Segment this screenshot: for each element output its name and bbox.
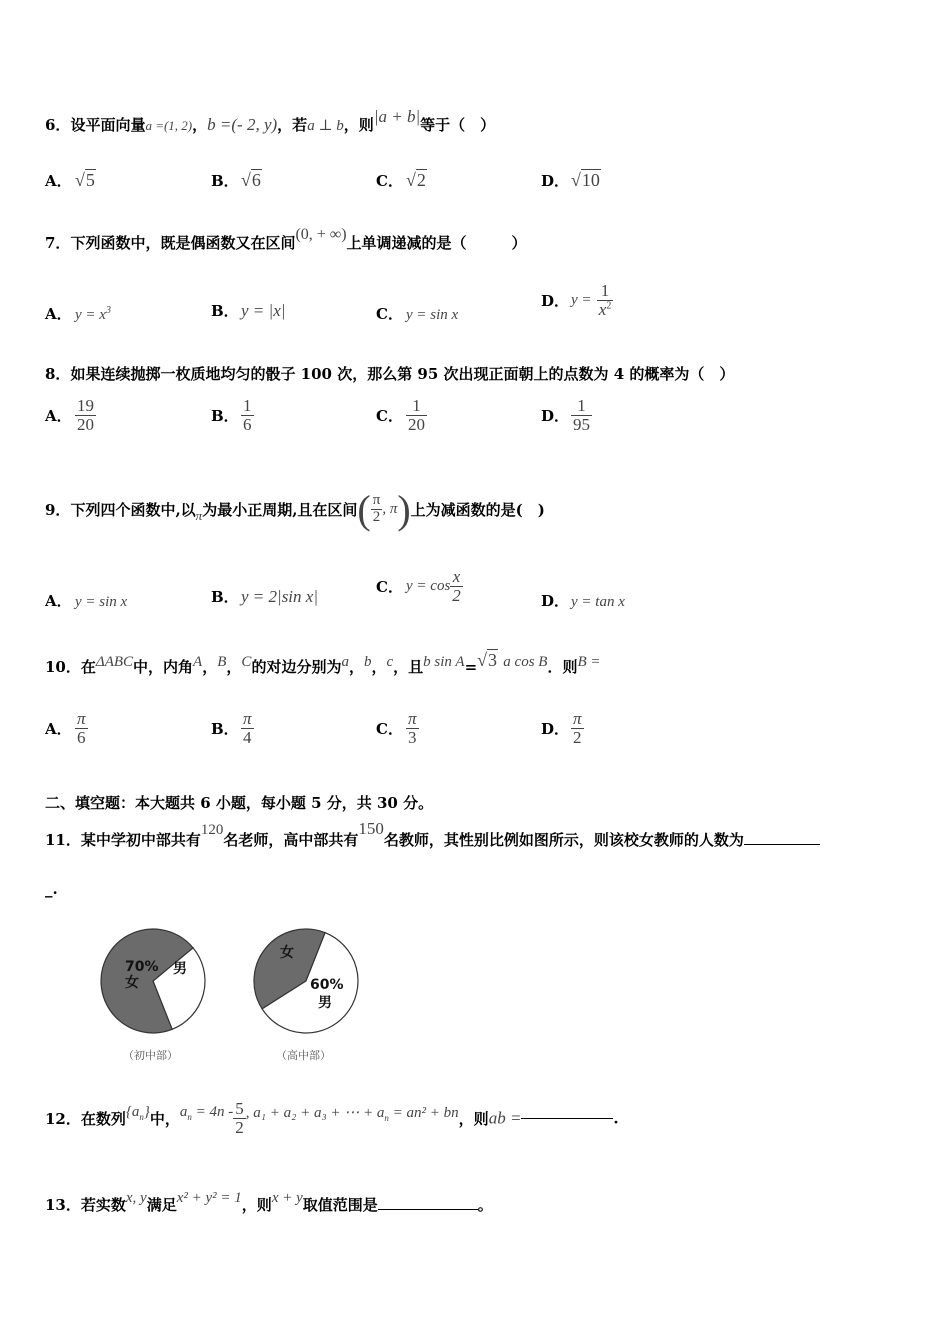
q8-option-b[interactable]: B． $\frac{1}{6}$ [211,396,252,434]
fraction: $\frac{x}{2}$ [452,567,461,605]
q12-number: 12． [45,1109,81,1128]
interval: (0, + ∞) [295,226,347,243]
pie-junior-female-label: 女 [125,975,139,991]
q10-stem: 10．在ΔABC中，内角A，B，C的对边分别为a，b，c，且b sin A=√3 a cos B．则B = [45,650,601,676]
abs-sum: |a + b| [373,107,421,126]
fraction: $\frac{19}{20}$ [77,396,94,434]
q11-stem: 11．某中学初中部共有120名老师，高中部共有150名教师，其性别比例如图所示，则该校女教师的人数为 [45,829,820,850]
q6-option-a[interactable]: A． √5 [45,170,95,190]
q9-option-b[interactable]: B． y = 2|sin x| [211,587,318,606]
q7-number: 7． [45,234,71,252]
q8-option-d[interactable]: D． $\frac{1}{95}$ [541,396,590,434]
pie-junior-caption: （初中部） [123,1049,178,1062]
sqrt-2: √2 [406,170,426,190]
vector-b: b =(- 2, y) [207,115,278,134]
q7-option-c[interactable]: C． y = sin x [376,305,459,323]
q10-option-c[interactable]: C． $\frac{\pi}{3}$ [376,709,417,747]
pie-senior-pct: 60% [310,977,344,993]
interval-close: ) [397,487,411,532]
fraction: $\frac{\pi}{2}$ [372,492,381,525]
q7-option-a[interactable]: A． $y = x^3$ [45,305,111,323]
q6-number: 6． [45,116,71,134]
vector-a: a =(1, 2) [145,118,193,133]
q8-number: 8． [45,365,71,383]
sqrt-6: √6 [241,170,261,190]
q8-option-a[interactable]: A． $\frac{19}{20}$ [45,396,94,434]
q13-stem: 13．若实数x, y满足x² + y² = 1，则x + y取值范围是 。 [45,1190,493,1214]
pie-chart-senior [248,925,368,1062]
q11-number: 11． [45,831,81,849]
q9-option-c[interactable]: C． y = cos $\frac{x}{2}$ [376,567,461,605]
q8-option-c[interactable]: C． $\frac{1}{20}$ [376,396,425,434]
fraction: $\frac{1}{95}$ [573,396,590,434]
fraction: $\frac{\pi}{4}$ [243,709,252,747]
q8-stem: 8．如果连续抛掷一枚质地均匀的骰子 100 次，那么第 95 次出现正面朝上的点数为 4 的概率为（ ） [45,365,735,383]
fraction: $\frac{\pi}{3}$ [408,709,417,747]
q12-stem: 12．在数列$\{a_n\}$中，$a_n = 4n$ - $\frac{5}{2}$ , a₁ + a₂ + a₃ + ⋯ + $a_n = an^2$ + bn，则ab = . [45,1099,619,1137]
q10-option-b[interactable]: B． $\frac{\pi}{4}$ [211,709,252,747]
pie-senior-male-label: 男 [318,995,332,1011]
pie-chart-junior [95,925,215,1062]
fraction: $\frac{1}{20}$ [408,396,425,434]
q7-option-b[interactable]: B． y = |x| [211,301,286,320]
q9-number: 9． [45,501,71,519]
pie-junior-male-label: 男 [173,961,187,977]
pie-senior-caption: （高中部） [276,1049,331,1062]
q11-tail: _. [45,880,58,898]
fraction: $\frac{\pi}{2}$ [573,709,582,747]
q6-option-d[interactable]: D． √10 [541,170,600,190]
q6-option-c[interactable]: C． √2 [376,170,426,190]
q10-option-d[interactable]: D． $\frac{\pi}{2}$ [541,709,582,747]
q9-stem: 9．下列四个函数中,以π为最小正周期,且在区间( $\frac{\pi}{2}$ , π)上为减函数的是( ) [45,487,545,532]
q10-option-a[interactable]: A． $\frac{\pi}{6}$ [45,709,86,747]
pie-senior-svg [248,925,368,1037]
pie-senior-female-label: 女 [280,945,294,961]
fraction: $\frac{1}{6}$ [243,396,252,434]
answer-blank[interactable] [744,844,820,845]
sqrt-3: √3 [477,650,498,670]
q9-option-d[interactable]: D． y = tan x [541,592,625,610]
q7-option-d[interactable]: D． y = $\frac{1}{x^2}$ [541,281,612,319]
fraction: $\frac{5}{2}$ [235,1099,244,1137]
fraction: $\frac{1}{x^2}$ [598,281,612,319]
q10-number: 10． [45,658,81,676]
sqrt-5: √5 [75,170,95,190]
interval-open: ( [357,487,371,532]
fraction: $\frac{\pi}{6}$ [77,709,86,747]
answer-blank[interactable] [521,1118,613,1119]
pie-junior-pct: 70% [125,959,159,975]
q6-stem: 6．设平面向量a =(1, 2)，b =(- 2, y)，若a ⊥ b，则|a + b|等于（ ） [45,107,496,134]
section-heading: 二、填空题：本大题共 6 小题，每小题 5 分，共 30 分。 [45,794,434,812]
q7-stem: 7．下列函数中，既是偶函数又在区间(0, + ∞)上单调递减的是（ ） [45,226,527,252]
q9-option-a[interactable]: A． y = sin x [45,592,128,610]
q6-option-b[interactable]: B． √6 [211,170,261,190]
q13-number: 13． [45,1196,81,1214]
perp-condition: a ⊥ b [307,118,344,134]
pie-junior-svg [95,925,215,1037]
sqrt-10: √10 [571,170,600,190]
answer-blank[interactable] [378,1209,478,1210]
